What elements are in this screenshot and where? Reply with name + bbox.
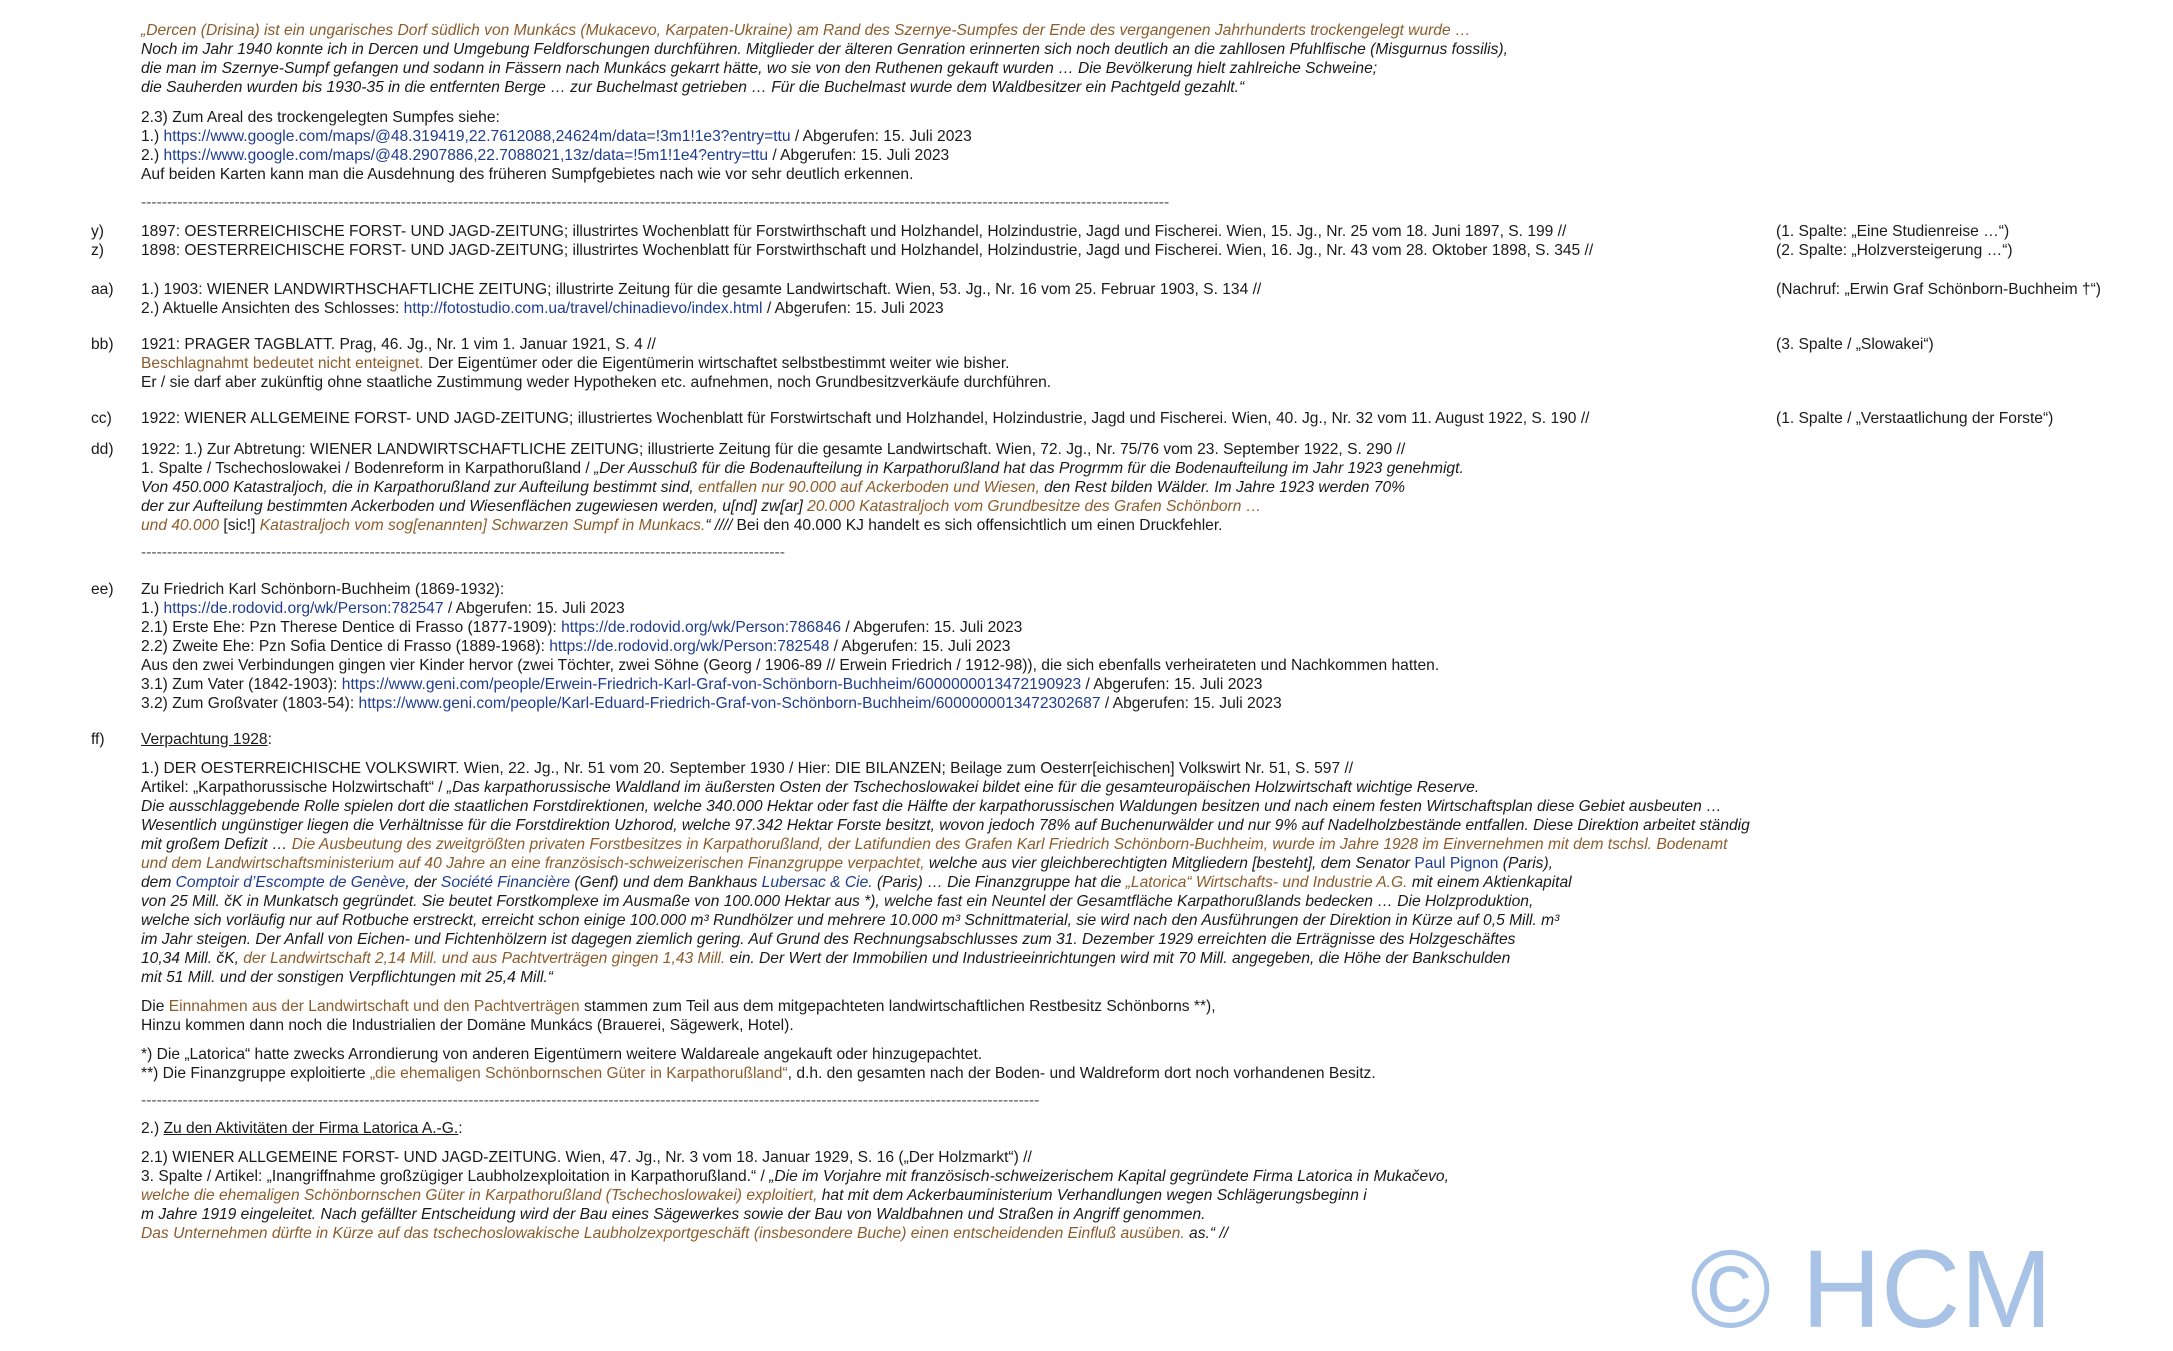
entry-ee-line-6 bbox=[141, 675, 1262, 694]
entry-z-text: 1898: OESTERREICHISCHE FORST- UND JAGD-ZEITUNG; illustrirtes Wochenblatt für Forstwirthschaft und Holzhandel, Holzindustrie, Jagd und Fischerei. Wien, 16. Jg., Nr. 43 vom 28. Oktober 1898, S. 345 // bbox=[141, 242, 1594, 259]
areal-2-suffix: / Abgerufen: 15. Juli 2023 bbox=[768, 147, 950, 164]
ff-m5-b: as.“ // bbox=[1184, 1225, 1229, 1242]
areal-title: 2.3) Zum Areal des trockengelegten Sumpfes siehe: bbox=[141, 109, 500, 126]
dd-l5-e: Bei den 40.000 KJ handelt es sich offensichtlich um einen Druckfehler. bbox=[736, 517, 1223, 534]
areal-1-link[interactable]: https://www.google.com/maps/@48.319419,22.7612088,24624m/data=!3m1!1e3?entry=ttu bbox=[163, 128, 791, 145]
dd-l5-a: und 40.000 bbox=[141, 517, 224, 534]
ff-m5-a: Das Unternehmen dürfte in Kürze auf das tschechoslowakische Laubholzexportgeschäft (insbesondere Buche) einen entscheidenden Einfluß ausüben. bbox=[141, 1225, 1185, 1242]
aa-l2-prefix: 2.) Aktuelle Ansichten des Schlosses: bbox=[141, 300, 404, 317]
ee-l2-suffix: / Abgerufen: 15. Juli 2023 bbox=[443, 600, 625, 617]
ff-l6-b: welche aus vier gleichberechtigten Mitgliedern [besteht], dem Senator bbox=[924, 855, 1415, 872]
areal-1-suffix: / Abgerufen: 15. Juli 2023 bbox=[790, 128, 972, 145]
ff-m-line-2 bbox=[141, 1167, 1449, 1186]
entry-ee-line-4 bbox=[141, 637, 1010, 656]
ff-h2-prefix: 2.) bbox=[141, 1120, 164, 1137]
ff-m3-a: welche die ehemaligen Schönbornschen Güter in Karpathorußland (Tschechoslowakei) exploitiert, bbox=[141, 1187, 818, 1204]
ff-l7-f: Lubersac & Cie. bbox=[761, 874, 873, 891]
entry-aa-line-2 bbox=[141, 299, 944, 318]
entry-cc-text: 1922: WIENER ALLGEMEINE FORST- UND JAGD-ZEITUNG; illustriertes Wochenblatt für Forstwirtschaft und Holzhandel, Holzindustrie, Jagd und Fischerei. Wien, 40. Jg., Nr. 32 vom 11. August 1922, S. 190 // bbox=[141, 410, 1590, 427]
dd-l4-b: 20.000 Katastraljoch vom Grundbesitze des Grafen Schönborn … bbox=[807, 498, 1262, 515]
dd-l4-a: der zur Aufteilung bestimmten Ackerboden und Wiesenflächen zugewiesen werden, u[nd] zw[ar] bbox=[141, 498, 808, 515]
entry-bb-note: (3. Spalte / „Slowakei“) bbox=[1776, 336, 1934, 353]
ff-l7-g: (Paris) … Die Finanzgruppe hat die bbox=[872, 874, 1126, 891]
ff-line-8: von 25 Mill. čK in Munkatsch gegründet. Sie beutet Forstkomplexe im Ausmaße von 100.000 Hektar aus *), welche fast ein Neuntel der Gesamtfläche Karpathorußlands bedecken … Die Holzproduktion, bbox=[141, 893, 1534, 910]
ff-l5-b: Die Ausbeutung des zweitgrößten privaten Forstbesitzes in Karpathorußland, der Latifundien des Grafen Karl Friedrich Schönborn-Buchheim, wurde im Jahre 1928 im Einvernehmen mit dem tschsl. Bodenamt bbox=[291, 836, 1728, 853]
ff-h2-colon: : bbox=[458, 1120, 463, 1137]
ee-l6-link[interactable]: https://www.geni.com/people/Erwein-Friedrich-Karl-Graf-von-Schönborn-Buchheim/6000000013472190923 bbox=[341, 676, 1082, 693]
ff-heading-colon: : bbox=[267, 731, 272, 748]
ff-p2-b: Einnahmen aus der Landwirtschaft und den Pachtverträgen bbox=[168, 998, 580, 1015]
copyright-watermark: © HCM bbox=[1690, 1228, 2053, 1351]
ff-m-line-5 bbox=[141, 1224, 1228, 1243]
ff-l2-a: Artikel: „Karpathorussische Holzwirtschaft“ / bbox=[141, 779, 447, 796]
ff-footnote-1: *) Die „Latorica“ hatte zwecks Arrondierung von anderen Eigentümern weitere Waldareale angekauft oder hinzugepachtet. bbox=[141, 1046, 983, 1063]
ff-m2-b: „Die im Vorjahre mit französisch-schweizerischem Kapital gegründete Firma Latorica in Mukačevo, bbox=[769, 1168, 1449, 1185]
ee-l3-suffix: / Abgerufen: 15. Juli 2023 bbox=[841, 619, 1023, 636]
entry-ee-line-1: Zu Friedrich Karl Schönborn-Buchheim (1869-1932): bbox=[141, 581, 505, 598]
ff-m-line-1: 2.1) WIENER ALLGEMEINE FORST- UND JAGD-ZEITUNG. Wien, 47. Jg., Nr. 3 vom 18. Januar 1929, S. 16 („Der Holzmarkt“) // bbox=[141, 1149, 1032, 1166]
ff-line-1: 1.) DER OESTERREICHISCHE VOLKSWIRT. Wien, 22. Jg., Nr. 51 vom 20. September 1930 / Hier: DIE BILANZEN; Beilage zum Oesterr[eichischen] Volkswirt Nr. 51, S. 597 // bbox=[141, 760, 1354, 777]
areal-line-1 bbox=[141, 127, 972, 146]
entry-label-ee: ee) bbox=[91, 581, 114, 598]
ff-para-3: Hinzu kommen dann noch die Industrialien der Domäne Munkács (Brauerei, Sägewerk, Hotel). bbox=[141, 1017, 794, 1034]
bb-l2-brown: Beschlagnahmt bedeutet nicht enteignet. bbox=[141, 355, 424, 372]
ff-m-line-4: m Jahre 1919 eingeleitet. Nach gefällter Entscheidung wird der Bau eines Sägewerkes sowie der Bau von Waldbahnen und Straßen in Angriff genommen. bbox=[141, 1206, 1206, 1223]
ee-l7-prefix: 3.2) Zum Großvater (1803-54): bbox=[141, 695, 359, 712]
ff-l2-b: „Das karpathorussische Waldland im äußersten Osten der Tschechoslowakei bildet eine für die gesamteuropäischen Holzwirtschaft wichtige Reserve. bbox=[446, 779, 1480, 796]
entry-label-z: z) bbox=[91, 242, 104, 259]
ff-heading-text: Verpachtung 1928 bbox=[141, 731, 268, 748]
ee-l4-prefix: 2.2) Zweite Ehe: Pzn Sofia Dentice di Frasso (1889-1968): bbox=[141, 638, 550, 655]
ff-l11-a: 10,34 Mill. čK, bbox=[141, 950, 244, 967]
ff-l7-a: dem bbox=[141, 874, 176, 891]
entry-dd-line-5 bbox=[141, 516, 1223, 535]
entry-ee-line-7 bbox=[141, 694, 1282, 713]
separator-top: ------------------------------------------------------------------------------------------------------------------------------------------------------------------------------------------------------ bbox=[141, 194, 1170, 211]
ee-l6-prefix: 3.1) Zum Vater (1842-1903): bbox=[141, 676, 342, 693]
ff-l11-b: der Landwirtschaft 2,14 Mill. und aus Pachtverträgen gingen 1,43 Mill. bbox=[243, 950, 726, 967]
ff-m2-a: 3. Spalte / Artikel: „Inangriffnahme großzügiger Laubholzexploitation in Karpathorußland.“ / bbox=[141, 1168, 770, 1185]
ff-line-5 bbox=[141, 835, 1727, 854]
ee-l4-suffix: / Abgerufen: 15. Juli 2023 bbox=[829, 638, 1011, 655]
ff-p2-a: Die bbox=[141, 998, 169, 1015]
ee-l3-link[interactable]: https://de.rodovid.org/wk/Person:786846 bbox=[561, 619, 842, 636]
quote-line-4: die Sauherden wurden bis 1930-35 in die entfernten Berge … zur Buchelmast getrieben … Für die Buchelmast wurde dem Waldbesitzer ein Pachtgeld gezahlt.“ bbox=[141, 79, 1245, 96]
entry-ee-line-2 bbox=[141, 599, 625, 618]
areal-2-prefix: 2.) bbox=[141, 147, 164, 164]
ff-line-3: Die ausschlaggebende Rolle spielen dort die staatlichen Forstdirektionen, welche 340.000 Hektar oder fast die Hälfte der karpathorussischen Waldungen besitzen und nach einem festen Wirtschaftsplan diese Gebiet ausbeuten … bbox=[141, 798, 1722, 815]
ff-m-line-3 bbox=[141, 1186, 1367, 1205]
ee-l7-suffix: / Abgerufen: 15. Juli 2023 bbox=[1100, 695, 1282, 712]
separator-ff: ----------------------------------------------------------------------------------------------------------------------------------------------------------------------------- bbox=[141, 1092, 1040, 1109]
entry-label-cc: cc) bbox=[91, 410, 112, 427]
ee-l6-suffix: / Abgerufen: 15. Juli 2023 bbox=[1081, 676, 1263, 693]
dd-l3-b: entfallen nur 90.000 auf Ackerboden und Wiesen, bbox=[698, 479, 1040, 496]
entry-aa-note: (Nachruf: „Erwin Graf Schönborn-Buchheim †“) bbox=[1776, 281, 2101, 298]
entry-label-aa: aa) bbox=[91, 281, 114, 298]
entry-z-note: (2. Spalte: „Holzversteigerung …“) bbox=[1776, 242, 2013, 259]
ff-m3-b: hat mit dem Ackerbauministerium Verhandlungen wegen Schlägerungsbeginn i bbox=[817, 1187, 1367, 1204]
entry-label-bb: bb) bbox=[91, 336, 114, 353]
entry-label-ff: ff) bbox=[91, 731, 105, 748]
ee-l2-prefix: 1.) bbox=[141, 600, 164, 617]
dd-l2-a: 1. Spalte / Tschechoslowakei / Bodenreform in Karpathorußland / bbox=[141, 460, 595, 477]
aa-l2-link[interactable]: http://fotostudio.com.ua/travel/chinadievo/index.html bbox=[403, 300, 763, 317]
ff-line-4: Wesentlich ungünstiger liegen die Verhältnisse für die Forstdirektion Uzhorod, welche 97.342 Hektar Forste besitzt, wovon jedoch 78% auf Buchenurwälder und nur 9% auf Nadelholzbestände entfallen. Diese Direktion arbeitet ständig bbox=[141, 817, 1750, 834]
entry-bb-line-2 bbox=[141, 354, 1010, 373]
entry-aa-text: 1.) 1903: WIENER LANDWIRTHSCHAFTLICHE ZEITUNG; illustrirte Zeitung für die gesamte Landwirtschaft. Wien, 53. Jg., Nr. 16 vom 25. Februar 1903, S. 134 // bbox=[141, 281, 1262, 298]
ee-l3-prefix: 2.1) Erste Ehe: Pzn Therese Dentice di Frasso (1877-1909): bbox=[141, 619, 562, 636]
areal-1-prefix: 1.) bbox=[141, 128, 164, 145]
ff-l6-c: Paul Pignon bbox=[1414, 855, 1499, 872]
separator-dd: ---------------------------------------------------------------------------------------------------------------------------- bbox=[141, 544, 785, 561]
ee-l7-link[interactable]: https://www.geni.com/people/Karl-Eduard-Friedrich-Graf-von-Schönborn-Buchheim/6000000013472302687 bbox=[358, 695, 1101, 712]
ff-heading bbox=[141, 730, 272, 749]
ff-l7-i: mit einem Aktienkapital bbox=[1407, 874, 1572, 891]
ff-para-2 bbox=[141, 997, 1216, 1016]
areal-note: Auf beiden Karten kann man die Ausdehnung des früheren Sumpfgebietes nach wie vor sehr deutlich erkennen. bbox=[141, 166, 914, 183]
dd-l2-b: „Der Ausschuß für die Bodenaufteilung in Karpathorußland hat das Progrmm für die Bodenaufteilung im Jahr 1923 genehmigt. bbox=[594, 460, 1464, 477]
ff-line-12: mit 51 Mill. und der sonstigen Verpflichtungen mit 25,4 Mill.“ bbox=[141, 969, 553, 986]
dd-l3-a: Von 450.000 Katastraljoch, die in Karpathorußland zur Aufteilung bestimmt sind, bbox=[141, 479, 699, 496]
entry-bb-line-3: Er / sie darf aber zukünftig ohne staatliche Zustimmung weder Hypotheken etc. aufnehmen, noch Grundbesitzverkäufe durchführen. bbox=[141, 374, 1052, 391]
entry-dd-line-4 bbox=[141, 497, 1261, 516]
ff-l7-h: „Latorica“ Wirtschafts- und Industrie A.G. bbox=[1125, 874, 1408, 891]
ff-l6-a: und dem Landwirtschaftsministerium auf 40 Jahre an eine französisch-schweizerischen Finanzgruppe verpachtet, bbox=[141, 855, 925, 872]
entry-ee-line-3 bbox=[141, 618, 1022, 637]
ff-l6-d: (Paris), bbox=[1498, 855, 1553, 872]
bb-l2-rest: Der Eigentümer oder die Eigentümerin wirtschaftet selbstbestimmt weiter wie bisher. bbox=[423, 355, 1010, 372]
dd-l3-c: den Rest bilden Wälder. Im Jahre 1923 werden 70% bbox=[1039, 479, 1406, 496]
ff-l7-c: , der bbox=[405, 874, 441, 891]
dd-l5-c: Katastraljoch vom sog[enannten] Schwarzen Sumpf in Munkacs. bbox=[255, 517, 706, 534]
quote-line-2: Noch im Jahr 1940 konnte ich in Dercen und Umgebung Feldforschungen durchführen. Mitglieder der älteren Genration erinnerten sich noch deutlich an die zahllosen Pfuhlfische (Misgurnus fossilis), bbox=[141, 41, 1508, 58]
entry-label-dd: dd) bbox=[91, 441, 114, 458]
quote-line-1: „Dercen (Drisina) ist ein ungarisches Dorf südlich von Munkács (Mukacevo, Karpaten-Ukraine) am Rand des Szernye-Sumpfes der Ende des vergangenen Jahrhunderts trockengelegt wurde … bbox=[141, 22, 1471, 39]
ee-l4-link[interactable]: https://de.rodovid.org/wk/Person:782548 bbox=[549, 638, 830, 655]
ff-l7-b: Comptoir d’Escompte de Genève bbox=[175, 874, 406, 891]
entry-dd-line-3 bbox=[141, 478, 1405, 497]
ff-p2-c: stammen zum Teil aus dem mitgepachteten landwirtschaftlichen Restbesitz Schönborns **), bbox=[579, 998, 1216, 1015]
entry-y-text: 1897: OESTERREICHISCHE FORST- UND JAGD-ZEITUNG; illustrirtes Wochenblatt für Forstwirthschaft und Holzhandel, Holzindustrie, Jagd und Fischerei. Wien, 15. Jg., Nr. 25 vom 18. Juni 1897, S. 199 // bbox=[141, 223, 1567, 240]
ff-line-11 bbox=[141, 949, 1510, 968]
ff-h2-text: Zu den Aktivitäten der Firma Latorica A.-G. bbox=[163, 1120, 459, 1137]
ff-line-10: im Jahr steigen. Der Anfall von Eichen- und Fichtenhölzern ist dagegen ziemlich gering. Auf Grund des Rechnungsabschlusses zum 31. Dezember 1929 erreichten die Erträgnisse des Holzgeschäftes bbox=[141, 931, 1516, 948]
areal-line-2 bbox=[141, 146, 949, 165]
ff-l11-c: ein. Der Wert der Immobilien und Industrieeinrichtungen wird mit 70 Mill. angegeben, die Höhe der Bankschulden bbox=[725, 950, 1511, 967]
ff-n2-b: „die ehemaligen Schönbornschen Güter in Karpathorußland“ bbox=[369, 1065, 788, 1082]
ff-footnote-2 bbox=[141, 1064, 1376, 1083]
areal-2-link[interactable]: https://www.google.com/maps/@48.2907886,22.7088021,13z/data=!5m1!1e4?entry=ttu bbox=[163, 147, 769, 164]
entry-dd-line-2 bbox=[141, 459, 1464, 478]
ff-n2-c: , d.h. den gesamten nach der Boden- und Waldreform dort noch vorhandenen Besitz. bbox=[787, 1065, 1376, 1082]
ff-heading-2 bbox=[141, 1119, 463, 1138]
ff-line-9: welche sich vorläufig nur auf Rotbuche erstreckt, erreicht schon einige 100.000 m³ Rundhölzer und mehrere 10.000 m³ Schnittmaterial, sie wird nach den Ausführungen der Direktion in Kürze auf 0,5 Mill. m³ bbox=[141, 912, 1560, 929]
ff-l7-e: (Genf) und dem Bankhaus bbox=[570, 874, 762, 891]
entry-ee-line-5: Aus den zwei Verbindungen gingen vier Kinder hervor (zwei Töchter, zwei Söhne (Georg / 1906-89 // Erwein Friedrich / 1912-98)), die sich ebenfalls verheirateten und Nachkommen hatten. bbox=[141, 657, 1440, 674]
entry-bb-text: 1921: PRAGER TAGBLATT. Prag, 46. Jg., Nr. 1 vim 1. Januar 1921, S. 4 // bbox=[141, 336, 656, 353]
ff-line-6 bbox=[141, 854, 1553, 873]
ff-n2-a: **) Die Finanzgruppe exploitierte bbox=[141, 1065, 370, 1082]
ee-l2-link[interactable]: https://de.rodovid.org/wk/Person:782547 bbox=[163, 600, 444, 617]
quote-line-3: die man im Szernye-Sumpf gefangen und sodann in Fässern nach Munkács gekarrt hätte, wo sie von den Ruthenen gekauft wurden … Die Bevölkerung hielt zahlreiche Schweine; bbox=[141, 60, 1378, 77]
entry-dd-line-1: 1922: 1.) Zur Abtretung: WIENER LANDWIRTSCHAFTLICHE ZEITUNG; illustrierte Zeitung für die gesamte Landwirtschaft. Wien, 72. Jg., Nr. 75/76 vom 23. September 1922, S. 290 // bbox=[141, 441, 1406, 458]
ff-l7-d: Société Financière bbox=[440, 874, 571, 891]
aa-l2-suffix: / Abgerufen: 15. Juli 2023 bbox=[762, 300, 944, 317]
entry-label-y: y) bbox=[91, 223, 104, 240]
dd-l5-b: [sic!] bbox=[223, 517, 256, 534]
entry-cc-note: (1. Spalte / „Verstaatlichung der Forste“) bbox=[1776, 410, 2054, 427]
dd-l5-d: “ //// bbox=[705, 517, 737, 534]
ff-line-2 bbox=[141, 778, 1479, 797]
entry-y-note: (1. Spalte: „Eine Studienreise …“) bbox=[1776, 223, 2010, 240]
ff-line-7 bbox=[141, 873, 1572, 892]
ff-l5-a: mit großem Defizit … bbox=[141, 836, 292, 853]
